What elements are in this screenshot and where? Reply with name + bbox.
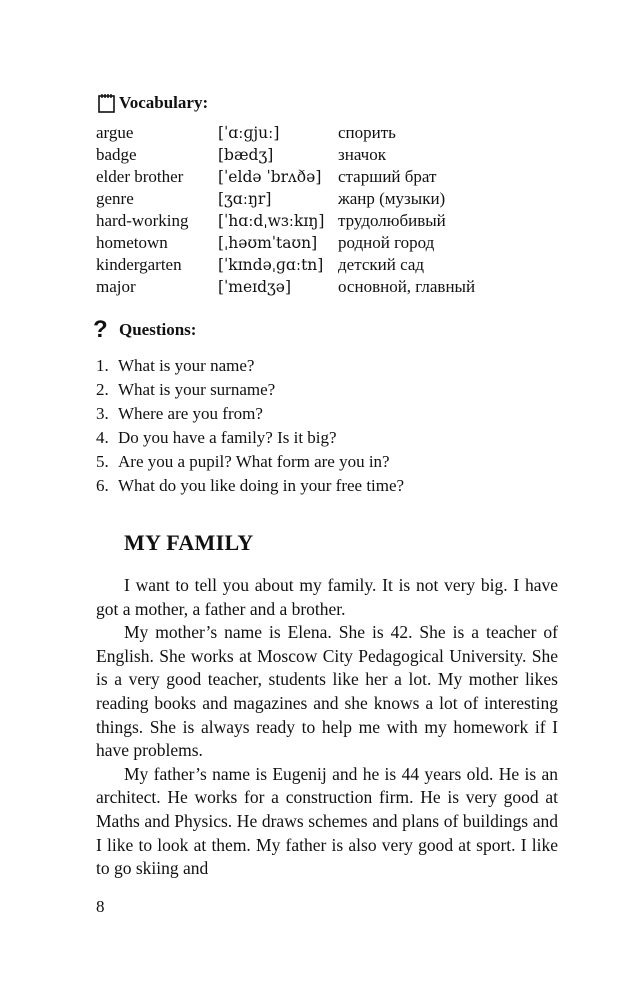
vocabulary-heading-label: Vocabulary:	[119, 93, 209, 112]
question-item	[96, 354, 404, 378]
article-title: MY FAMILY	[124, 530, 254, 555]
vocab-word: kindergarten	[96, 255, 182, 274]
question-text: What is your name?	[118, 356, 255, 375]
vocabulary-row	[96, 122, 516, 144]
vocab-word: elder brother	[96, 167, 184, 186]
question-number: 2.	[96, 380, 109, 399]
question-item	[96, 426, 404, 450]
vocabulary-row	[96, 254, 516, 276]
question-text: Are you a pupil? What form are you in?	[118, 452, 390, 471]
article-paragraph: My mother’s name is Elena. She is 42. She is a teacher of English. She works at Moscow City Pedagogical University. She is a very good teacher, students like her a lot. My mother likes reading books and magazines and she knows a lot of interesting things. She is always ready to help me with my homework if I have problems.	[96, 622, 558, 761]
vocab-translation: спорить	[338, 123, 396, 142]
question-text: What is your surname?	[118, 380, 276, 399]
vocab-transcription: [ˈkɪndəˌɡɑːtn]	[218, 256, 324, 274]
vocab-translation: родной город	[338, 233, 435, 252]
question-number: 6.	[96, 476, 109, 495]
vocab-word: major	[96, 277, 136, 296]
vocab-word: hometown	[96, 233, 168, 252]
article-body	[96, 574, 558, 881]
questions-heading	[93, 316, 197, 343]
question-mark-icon: ?	[93, 316, 108, 343]
vocab-translation: детский сад	[338, 255, 425, 274]
article-paragraph: I want to tell you about my family. It is not very big. I have got a mother, a father and a brother.	[96, 575, 558, 619]
notepad-icon	[98, 93, 115, 113]
vocab-word: badge	[96, 145, 137, 164]
vocab-transcription: [ˈeldə ˈbrʌðə]	[218, 168, 322, 186]
vocab-transcription: [ˈmeɪdʒə]	[218, 278, 292, 296]
question-item	[96, 474, 404, 498]
questions-list	[96, 354, 404, 498]
page-number: 8	[96, 897, 105, 916]
vocab-translation: основной, главный	[338, 277, 476, 296]
vocab-translation: старший брат	[338, 167, 437, 186]
question-number: 3.	[96, 404, 109, 423]
question-item	[96, 402, 404, 426]
vocabulary-row	[96, 210, 516, 232]
vocab-translation: значок	[338, 145, 386, 164]
question-item	[96, 450, 404, 474]
vocab-word: argue	[96, 123, 134, 142]
vocab-word: hard-working	[96, 211, 189, 230]
question-text: What do you like doing in your free time?	[118, 476, 405, 495]
question-text: Where are you from?	[118, 404, 263, 423]
vocabulary-row	[96, 166, 516, 188]
vocabulary-heading	[98, 93, 208, 113]
vocab-translation: трудолюбивый	[338, 211, 446, 230]
question-text: Do you have a family? Is it big?	[118, 428, 337, 447]
vocab-transcription: [ˈhɑːdˌwɜːkɪŋ]	[218, 212, 325, 230]
vocab-transcription: [ʒɑːŋr]	[218, 190, 272, 208]
vocabulary-table	[96, 122, 516, 298]
question-number: 5.	[96, 452, 109, 471]
vocabulary-row	[96, 144, 516, 166]
vocab-translation: жанр (музыки)	[338, 189, 446, 208]
vocab-transcription: [ˌhəʊmˈtaʊn]	[218, 234, 318, 252]
questions-heading-label: Questions:	[119, 320, 197, 339]
vocabulary-row	[96, 232, 516, 254]
article-paragraph: My father’s name is Eugenij and he is 44 years old. He is an architect. He works for a construction firm. He is very good at Maths and Physics. He draws schemes and plans of buildings and I like to look at them. My father is also very good at sport. I like to go skiing and	[96, 763, 558, 879]
vocab-transcription: [ˈɑːɡjuː]	[218, 124, 280, 142]
vocab-word: genre	[96, 189, 134, 208]
vocabulary-row	[96, 276, 516, 298]
question-number: 4.	[96, 428, 109, 447]
question-item	[96, 378, 404, 402]
question-number: 1.	[96, 356, 109, 375]
vocab-transcription: [bædʒ]	[218, 146, 274, 164]
vocabulary-row	[96, 188, 516, 210]
